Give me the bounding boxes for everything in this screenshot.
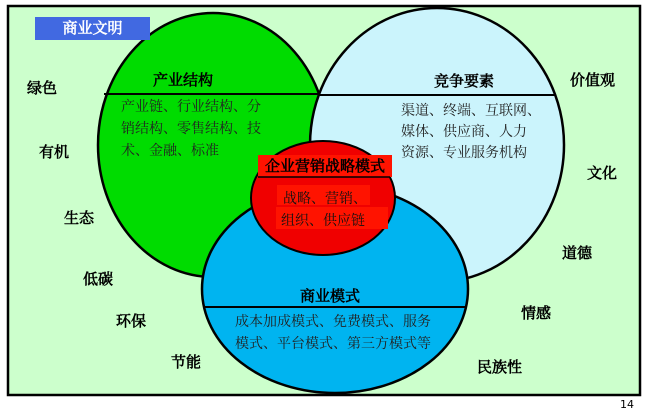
label-values: 价值观 xyxy=(570,71,616,89)
label-morality: 道德 xyxy=(562,244,593,262)
page-number: 14 xyxy=(620,398,634,411)
slide-header-title: 商业文明 xyxy=(62,19,123,37)
label-ecology: 生态 xyxy=(64,209,95,227)
label-nationality: 民族性 xyxy=(477,358,523,376)
business-model-body-line: 模式、平台模式、第三方模式等 xyxy=(235,336,431,352)
industry-body-line: 术、金融、标准 xyxy=(121,143,219,159)
core-body-line: 战略、营销、 xyxy=(283,191,367,207)
industry-circle-title: 产业结构 xyxy=(152,71,213,89)
business-model-body-line: 成本加成模式、免费模式、服务 xyxy=(235,314,431,330)
label-organic: 有机 xyxy=(39,143,70,161)
label-eco-friendly: 环保 xyxy=(116,312,147,330)
competition-circle-body xyxy=(401,101,541,164)
competition-body-line: 资源、专业服务机构 xyxy=(401,145,527,161)
core-circle-title: 企业营销战略模式 xyxy=(264,157,385,175)
industry-body-line: 销结构、零售结构、技 xyxy=(121,121,261,137)
label-low-carbon: 低碳 xyxy=(83,270,114,288)
competition-body-line: 媒体、供应商、人力 xyxy=(401,124,527,140)
business-model-circle-body xyxy=(235,311,431,355)
business-model-circle-title: 商业模式 xyxy=(299,287,360,305)
competition-body-line: 渠道、终端、互联网、 xyxy=(401,103,541,119)
core-body-line: 组织、供应链 xyxy=(281,213,365,229)
label-green: 绿色 xyxy=(27,79,58,97)
industry-circle-body xyxy=(121,96,261,162)
competition-circle-title: 竞争要素 xyxy=(433,72,494,90)
label-culture: 文化 xyxy=(587,164,618,182)
label-emotion: 情感 xyxy=(521,304,552,322)
label-energy-saving: 节能 xyxy=(171,353,202,371)
industry-body-line: 产业链、行业结构、分 xyxy=(121,99,261,115)
